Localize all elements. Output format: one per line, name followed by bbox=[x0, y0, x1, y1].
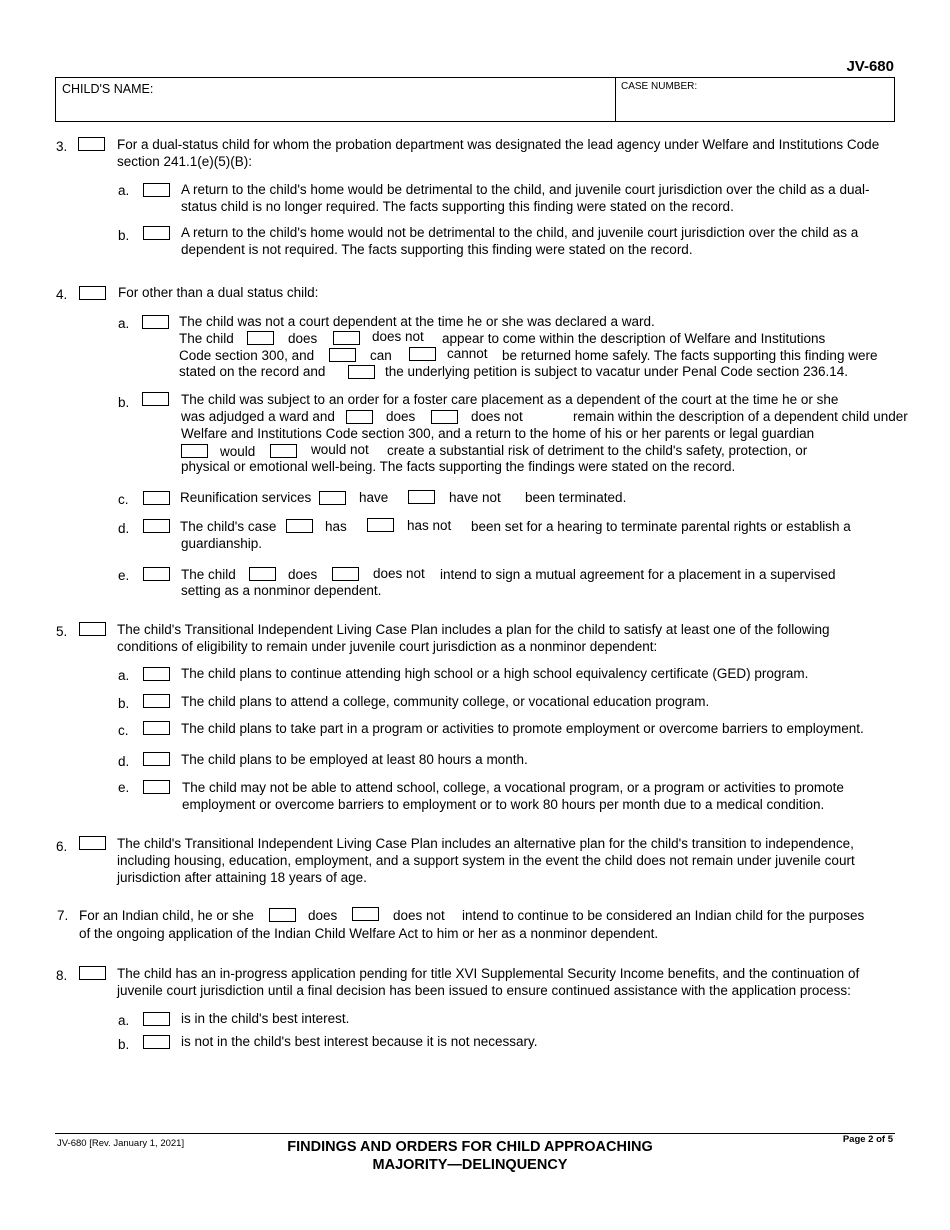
item-3a-letter: a. bbox=[118, 183, 130, 198]
item-7-prefix-text: For an Indian child, he or she bbox=[79, 908, 254, 923]
item-3-text: For a dual-status child for whom the probation department was designated the lead agency under Welfare and Institutions Code section 241.1(e)(5)(B): bbox=[117, 137, 880, 169]
item-4a-cannot-label: cannot bbox=[447, 346, 488, 361]
item-3b-text: A return to the child's home would not be detrimental to the child, and juvenile court jurisdiction over the child as a dependent is not required. The facts supporting this finding were stated on the record. bbox=[181, 225, 859, 257]
item-4a-code-text: Code section 300, and bbox=[179, 348, 315, 363]
item-4a-stated-text: stated on the record and bbox=[179, 364, 326, 379]
footer-rule bbox=[55, 1133, 895, 1134]
item-4c-checkbox[interactable] bbox=[143, 491, 170, 505]
item-4d-guardianship-text: guardianship. bbox=[181, 536, 263, 551]
item-4a-cannot-checkbox[interactable] bbox=[409, 347, 436, 361]
item-7-does-not-label: does not bbox=[393, 908, 445, 923]
item-4b-adjudged-text: was adjudged a ward and bbox=[181, 409, 335, 424]
item-4c-letter: c. bbox=[118, 492, 129, 507]
item-4c-reunification-text: Reunification services bbox=[180, 490, 312, 505]
item-6-number: 6. bbox=[56, 839, 68, 854]
item-4d-has-checkbox[interactable] bbox=[286, 519, 313, 533]
item-4b-remain-text: remain within the description of a dependent child under bbox=[573, 409, 908, 424]
item-5e-text: The child may not be able to attend school, college, a vocational program, or a program or activities to promote employment or overcome barriers to employment or to work 80 hours per month due to a medical condition. bbox=[182, 780, 844, 812]
caption-divider bbox=[615, 78, 616, 121]
item-4e-does-label: does bbox=[288, 567, 318, 582]
item-4-checkbox[interactable] bbox=[79, 286, 106, 300]
item-5d-text: The child plans to be employed at least 80 hours a month. bbox=[181, 752, 528, 767]
item-4c-terminated-text: been terminated. bbox=[525, 490, 627, 505]
item-4b-would-not-label: would not bbox=[311, 442, 369, 457]
item-4b-letter: b. bbox=[118, 395, 130, 410]
item-5b-text: The child plans to attend a college, community college, or vocational education program. bbox=[181, 694, 710, 709]
item-8-text: The child has an in-progress application pending for title XVI Supplemental Security Income benefits, and the continuation of juvenile court jurisdiction until a final decision has been issued to ensure continued assistance with the application process: bbox=[117, 966, 860, 998]
item-4a-checkbox[interactable] bbox=[142, 315, 169, 329]
item-8b-text: is not in the child's best interest because it is not necessary. bbox=[181, 1034, 538, 1049]
item-4a-does-not-label: does not bbox=[372, 329, 424, 344]
item-4d-case-text: The child's case bbox=[180, 519, 277, 534]
item-4b-line1: The child was subject to an order for a foster care placement as a dependent of the court at the time he or she bbox=[181, 392, 839, 407]
item-4b-would-not-checkbox[interactable] bbox=[270, 444, 297, 458]
item-5a-checkbox[interactable] bbox=[143, 667, 170, 681]
item-5c-letter: c. bbox=[118, 723, 129, 738]
item-5c-checkbox[interactable] bbox=[143, 721, 170, 735]
case-number-label: CASE NUMBER: bbox=[621, 81, 698, 92]
item-4e-the-child: The child bbox=[181, 567, 236, 582]
item-4d-letter: d. bbox=[118, 521, 130, 536]
item-3-checkbox[interactable] bbox=[78, 137, 105, 151]
footer-title-line1: FINDINGS AND ORDERS FOR CHILD APPROACHING bbox=[287, 1139, 653, 1155]
item-3a-checkbox[interactable] bbox=[143, 183, 170, 197]
item-4a-can-checkbox[interactable] bbox=[329, 348, 356, 362]
item-4d-has-not-label: has not bbox=[407, 518, 452, 533]
item-7-intend-text: intend to continue to be considered an Indian child for the purposes bbox=[462, 908, 865, 923]
item-7-does-checkbox[interactable] bbox=[269, 908, 296, 922]
item-4c-have-checkbox[interactable] bbox=[319, 491, 346, 505]
item-4b-does-not-label: does not bbox=[471, 409, 523, 424]
item-8a-checkbox[interactable] bbox=[143, 1012, 170, 1026]
item-4a-line1: The child was not a court dependent at the time he or she was declared a ward. bbox=[179, 314, 655, 329]
item-4a-does-not-checkbox[interactable] bbox=[333, 331, 360, 345]
item-5e-letter: e. bbox=[118, 780, 130, 795]
item-5d-checkbox[interactable] bbox=[143, 752, 170, 766]
item-5b-checkbox[interactable] bbox=[143, 694, 170, 708]
item-4a-does-checkbox[interactable] bbox=[247, 331, 274, 345]
item-4c-have-not-checkbox[interactable] bbox=[408, 490, 435, 504]
item-5c-text: The child plans to take part in a program or activities to promote employment or overcome barriers to employment. bbox=[181, 721, 864, 736]
item-4a-can-label: can bbox=[370, 348, 392, 363]
item-4c-have-label: have bbox=[359, 490, 389, 505]
item-4e-checkbox[interactable] bbox=[143, 567, 170, 581]
item-4b-checkbox[interactable] bbox=[142, 392, 169, 406]
item-4b-line3: Welfare and Institutions Code section 300, and a return to the home of his or her parents or legal guardian bbox=[181, 426, 815, 441]
item-5-number: 5. bbox=[56, 624, 68, 639]
item-4d-has-not-checkbox[interactable] bbox=[367, 518, 394, 532]
footer-title-line2: MAJORITY—DELINQUENCY bbox=[372, 1157, 568, 1173]
item-4b-would-label: would bbox=[220, 444, 256, 459]
item-4e-setting-text: setting as a nonminor dependent. bbox=[181, 583, 382, 598]
item-7-does-label: does bbox=[308, 908, 338, 923]
item-4b-create-text: create a substantial risk of detriment to the child's safety, protection, or bbox=[387, 443, 808, 458]
item-5-checkbox[interactable] bbox=[79, 622, 106, 636]
item-7-does-not-checkbox[interactable] bbox=[352, 907, 379, 921]
item-3a-text: A return to the child's home would be detrimental to the child, and juvenile court jurisdiction over the child as a dual-status child is no longer required. The facts supporting this finding were stated on the record. bbox=[181, 182, 870, 214]
item-4b-does-label: does bbox=[386, 409, 416, 424]
item-4b-does-not-checkbox[interactable] bbox=[431, 410, 458, 424]
item-5a-text: The child plans to continue attending high school or a high school equivalency certificate (GED) program. bbox=[181, 666, 809, 681]
item-3-number: 3. bbox=[56, 139, 68, 154]
item-6-checkbox[interactable] bbox=[79, 836, 106, 850]
item-4e-does-not-label: does not bbox=[373, 566, 425, 581]
item-4b-line5: physical or emotional well-being. The facts supporting the findings were stated on the record. bbox=[181, 459, 736, 474]
item-4d-set-text: been set for a hearing to terminate parental rights or establish a bbox=[471, 519, 851, 534]
item-5-text: The child's Transitional Independent Living Case Plan includes a plan for the child to satisfy at least one of the following conditions of eligibility to remain under juvenile court jurisdiction as a nonminor dependent: bbox=[117, 622, 830, 654]
item-4a-petition-checkbox[interactable] bbox=[348, 365, 375, 379]
form-number: JV-680 bbox=[846, 58, 894, 75]
item-5b-letter: b. bbox=[118, 696, 130, 711]
item-4a-letter: a. bbox=[118, 316, 130, 331]
item-4e-letter: e. bbox=[118, 568, 130, 583]
item-4-text: For other than a dual status child: bbox=[118, 285, 319, 300]
item-8-number: 8. bbox=[56, 968, 68, 983]
item-4e-does-not-checkbox[interactable] bbox=[332, 567, 359, 581]
child-name-label: CHILD'S NAME: bbox=[62, 82, 154, 96]
item-4a-does-label: does bbox=[288, 331, 318, 346]
item-5e-checkbox[interactable] bbox=[143, 780, 170, 794]
item-5d-letter: d. bbox=[118, 754, 130, 769]
item-4a-returned-text: be returned home safely. The facts supporting this finding were bbox=[502, 348, 878, 363]
item-4e-does-checkbox[interactable] bbox=[249, 567, 276, 581]
item-8-checkbox[interactable] bbox=[79, 966, 106, 980]
item-4d-has-label: has bbox=[325, 519, 347, 534]
caption-box bbox=[55, 77, 895, 122]
item-4a-petition-text: the underlying petition is subject to vacatur under Penal Code section 236.14. bbox=[385, 364, 849, 379]
item-4e-intend-text: intend to sign a mutual agreement for a placement in a supervised bbox=[440, 567, 836, 582]
footer-revision: JV-680 [Rev. January 1, 2021] bbox=[57, 1138, 185, 1149]
item-8b-checkbox[interactable] bbox=[143, 1035, 170, 1049]
item-4a-the-child: The child bbox=[179, 331, 234, 346]
item-6-text: The child's Transitional Independent Living Case Plan includes an alternative plan for the child's transition to independence, including housing, education, employment, and a support system in the event the child does not remain under juvenile court jurisdiction after attaining 18 years of age. bbox=[117, 836, 855, 885]
item-8b-letter: b. bbox=[118, 1037, 130, 1052]
footer-title bbox=[250, 1138, 690, 1174]
item-4a-appear-text: appear to come within the description of Welfare and Institutions bbox=[442, 331, 826, 346]
item-4c-have-not-label: have not bbox=[449, 490, 501, 505]
item-4-number: 4. bbox=[56, 287, 68, 302]
item-8a-letter: a. bbox=[118, 1013, 130, 1028]
item-4b-would-checkbox[interactable] bbox=[181, 444, 208, 458]
item-7-line2: of the ongoing application of the Indian Child Welfare Act to him or her as a nonminor dependent. bbox=[79, 926, 659, 941]
item-4d-checkbox[interactable] bbox=[143, 519, 170, 533]
item-3b-letter: b. bbox=[118, 228, 130, 243]
item-8a-text: is in the child's best interest. bbox=[181, 1011, 350, 1026]
item-3b-checkbox[interactable] bbox=[143, 226, 170, 240]
item-4b-does-checkbox[interactable] bbox=[346, 410, 373, 424]
footer-page-number: Page 2 of 5 bbox=[842, 1134, 893, 1145]
item-7-number: 7. bbox=[57, 908, 69, 923]
item-5a-letter: a. bbox=[118, 668, 130, 683]
